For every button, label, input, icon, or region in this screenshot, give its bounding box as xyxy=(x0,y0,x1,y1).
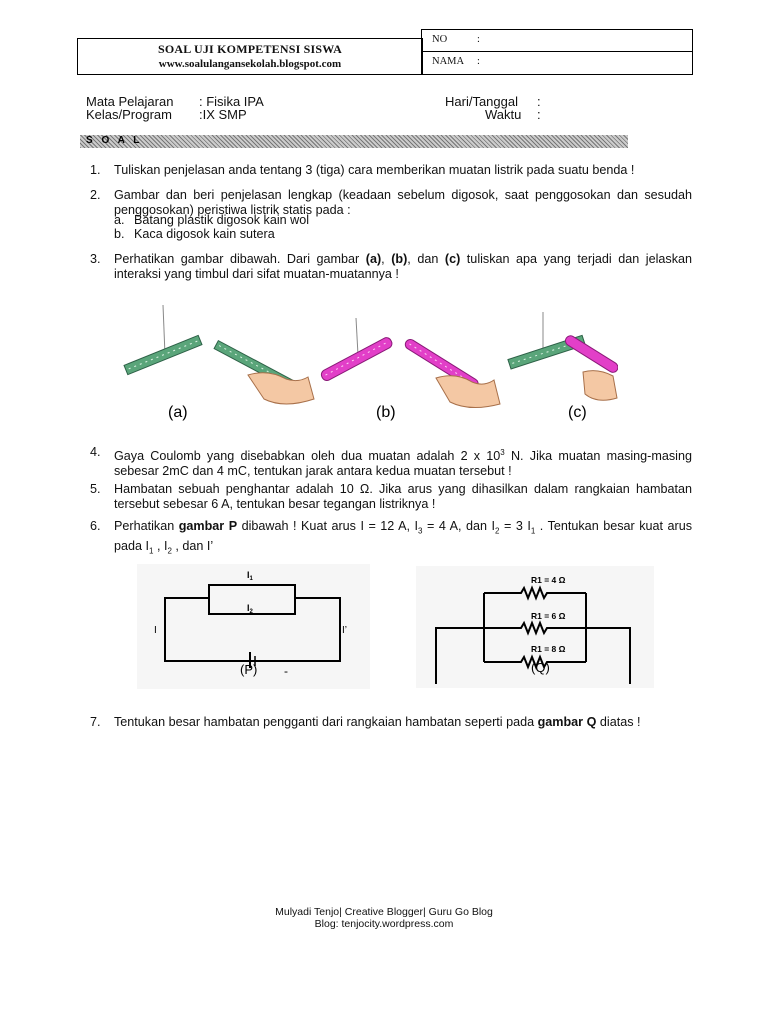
rods-figure xyxy=(118,300,618,430)
question-text: Gaya Coulomb yang disebabkan oleh dua muatan adalah 2 x $10^3$ N. Jika muatan masing-masing sebesar 2mC dan 4 mC, tentukan jarak antara kedua muatan tersebut ! xyxy=(114,448,692,479)
label-r-8: R1 = 8 Ω xyxy=(531,644,566,654)
no-sep: : xyxy=(477,34,480,45)
subject-value: : Fisika IPA xyxy=(199,94,264,109)
question-number: 2. xyxy=(90,188,101,202)
figure-label-c: (c) xyxy=(568,404,587,421)
question-number: 6. xyxy=(90,519,101,533)
date-sep: : xyxy=(537,94,541,109)
label-i1: $I_1$ xyxy=(247,570,253,582)
nama-label: NAMA xyxy=(432,56,465,67)
no-row xyxy=(422,30,692,52)
question-1 xyxy=(90,163,694,179)
label-r-6: R1 = 6 Ω xyxy=(531,611,566,621)
figure-b xyxy=(320,318,500,408)
time-sep: : xyxy=(537,107,541,122)
question-5 xyxy=(90,482,694,514)
label-q: (Q) xyxy=(531,660,550,675)
no-label: NO xyxy=(432,34,448,45)
date-label: Hari/Tanggal xyxy=(445,94,518,109)
identity-box xyxy=(421,29,693,75)
question-text: Gambar dan beri penjelasan lengkap (keadaan sebelum digosok, saat penggosokan dan sesudah penggosokan) peristiwa listrik statis pada : xyxy=(114,188,692,217)
sub-text: Kaca digosok kain sutera xyxy=(134,227,275,241)
label-i: I xyxy=(154,625,157,636)
label-i2: $I_2$ xyxy=(247,603,253,615)
question-text: Tentukan besar hambatan pengganti dari rangkaian hambatan seperti pada gambar Q diatas ! xyxy=(114,715,641,729)
question-3 xyxy=(90,252,694,284)
label-r-4: R1 = 4 Ω xyxy=(531,575,566,585)
nama-sep: : xyxy=(477,56,480,67)
question-2 xyxy=(90,188,694,248)
question-number: 5. xyxy=(90,482,101,496)
question-text: Hambatan sebuah penghantar adalah 10 Ω. Jika arus yang dihasilkan dalam rangkaian hambatan tersebut sebesar 6 A, tentukan besar tegangan listriknya ! xyxy=(114,482,692,511)
question-number: 4. xyxy=(90,445,101,459)
subject-label: Mata Pelajaran xyxy=(86,94,174,109)
time-label: Waktu xyxy=(485,107,522,122)
question-number: 7. xyxy=(90,715,101,729)
class-value: :IX SMP xyxy=(199,107,247,122)
footer-line-1: Mulyadi Tenjo| Creative Blogger| Guru Go Blog xyxy=(275,906,493,918)
circuit-q xyxy=(416,566,654,688)
figure-label-b: (b) xyxy=(376,404,396,421)
question-number: 3. xyxy=(90,252,101,266)
class-label: Kelas/Program xyxy=(86,107,172,122)
question-number: 1. xyxy=(90,163,101,177)
question-text: Perhatikan gambar P dibawah ! Kuat arus I = 12 A, $I_3 = 4$ A, dan $I_2 = 3$ $I_1$ . Tentukan besar kuat arus pada $I_1$ , $I_2$ , dan I’ xyxy=(114,519,692,556)
header-title-box xyxy=(77,38,423,75)
document-title: SOAL UJI KOMPETENSI SISWA xyxy=(157,42,343,56)
figure-label-a: (a) xyxy=(168,404,188,421)
figure-a xyxy=(124,305,314,404)
question-text: Tuliskan penjelasan anda tentang 3 (tiga) cara memberikan muatan listrik pada suatu benda ! xyxy=(114,163,635,177)
question-6 xyxy=(90,519,694,556)
question-7 xyxy=(90,715,694,731)
question-text: Perhatikan gambar dibawah. Dari gambar (a), (b), dan (c) tuliskan apa yang terjadi dan jelaskan interaksi yang timbul dari sifat muatan-muatannya ! xyxy=(114,252,692,281)
nama-row xyxy=(422,52,692,73)
section-bar xyxy=(80,135,628,148)
circuit-p xyxy=(137,564,370,689)
footer-line-2: Blog: tenjocity.wordpress.com xyxy=(314,918,454,930)
question-4 xyxy=(90,445,694,477)
label-p: (P) xyxy=(240,662,258,677)
figure-c xyxy=(508,312,618,400)
section-label: S O A L xyxy=(86,135,143,146)
website-url: www.soalulangansekolah.blogspot.com xyxy=(158,58,342,70)
sub-letter: a. xyxy=(114,213,125,227)
sub-text: Batang plastik digosok kain wol xyxy=(134,213,310,227)
battery-minus: - xyxy=(284,664,288,678)
label-i-prime: I’ xyxy=(342,625,347,636)
sub-letter: b. xyxy=(114,227,125,241)
